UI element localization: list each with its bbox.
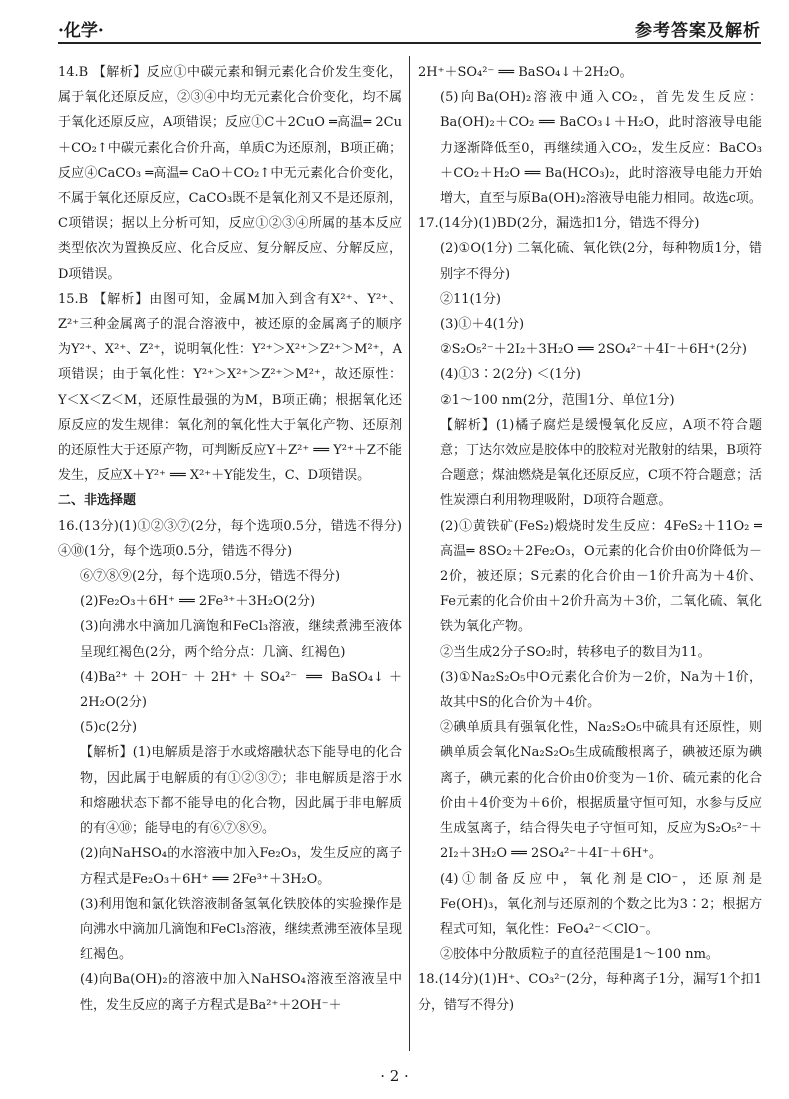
paragraph: ⑥⑦⑧⑨(2分，每个选项0.5分，错选不得分) bbox=[80, 569, 341, 585]
paragraph: ②碘单质具有强氧化性，Na₂S₂O₅中硫具有还原性，则碘单质会氧化Na₂S₂O₅生成硫酸根离子，碘被还原为碘离子，碘元素的化合价由0价变为－1价、硫元素的化合价由＋4价变为＋6价，根据质量守恒可知，水参与反应生成氢离子，结合得失电子守恒可知，反应为S₂O₅²⁻＋2I₂＋3H₂O ══ 2SO₄²⁻＋4I⁻＋6H⁺。 bbox=[440, 720, 762, 862]
paragraph: (5)向Ba(OH)₂溶液中通入CO₂，首先发生反应：Ba(OH)₂＋CO₂ ══ BaCO₃↓＋H₂O，此时溶液导电能力逐渐降低至0，再继续通入CO₂，发生反应：BaCO₃＋CO₂＋H₂O ══ Ba(HCO₃)₂，此时溶液导电能力开始增大，直至与原Ba(OH)₂溶液导电能力相同。故选c项。 bbox=[440, 90, 762, 207]
right-column bbox=[418, 60, 762, 1051]
paragraph: (3)①＋4(1分) bbox=[440, 317, 525, 333]
paragraph: 15.B 【解析】由图可知，金属M加入到含有X²⁺、Y²⁺、Z²⁺三种金属离子的混合溶液中，被还原的金属离子的顺序为Y²⁺、X²⁺、Z²⁺，说明氧化性：Y²⁺＞X²⁺＞Z²⁺＞M²⁺，A项错误；由于氧化性：Y²⁺＞X²⁺＞Z²⁺＞M²⁺，故还原性：Y＜X＜Z＜M，还原性最强的为M，B项正确；根据氧化还原反应的发生规律：氧化剂的氧化性大于氧化产物、还原剂的还原性大于还原产物，可判断反应Y＋Z²⁺ ══ Y²⁺＋Z不能发生，反应X＋Y²⁺ ══ X²⁺＋Y能发生，C、D项错误。 bbox=[58, 291, 402, 484]
paragraph: 18.(14分)(1)H⁺、CO₃²⁻(2分，每种离子1分，漏写1个扣1分，错写不得分) bbox=[418, 972, 762, 1013]
page-number: · 2 · bbox=[380, 1067, 409, 1085]
paragraph: (3)①Na₂S₂O₅中O元素化合价为－2价，Na为＋1价，故其中S的化合价为＋4价。 bbox=[440, 669, 762, 711]
column-divider bbox=[409, 56, 410, 1051]
paragraph: 二、非选择题 bbox=[58, 493, 137, 509]
paragraph: (2)向NaHSO₄的水溶液中加入Fe₂O₃，发生反应的离子方程式是Fe₂O₃＋6H⁺ ══ 2Fe³⁺＋3H₂O。 bbox=[80, 846, 402, 887]
paragraph: 【解析】(1)电解质是溶于水或熔融状态下能导电的化合物，因此属于电解质的有①②③⑦；非电解质是溶于水和熔融状态下都不能导电的化合物，因此属于非电解质的有④⑩；能导电的有⑥⑦⑧⑨。 bbox=[80, 745, 402, 837]
paragraph: (5)c(2分) bbox=[80, 720, 138, 736]
paragraph: ②1～100 nm(2分，范围1分、单位1分) bbox=[440, 392, 675, 408]
subject-label: ·化学· bbox=[58, 20, 104, 41]
paragraph: (4)Ba²⁺＋2OH⁻＋2H⁺＋SO₄²⁻ ══ BaSO₄↓＋2H₂O(2分) bbox=[80, 669, 402, 711]
paragraph: (4)①3∶2(2分) ＜(1分) bbox=[440, 367, 581, 383]
left-column bbox=[58, 60, 402, 1051]
paragraph: ②11(1分) bbox=[440, 291, 501, 307]
paragraph: 17.(14分)(1)BD(2分，漏选扣1分，错选不得分) bbox=[418, 216, 700, 232]
paragraph: 2H⁺＋SO₄²⁻ ══ BaSO₄↓＋2H₂O。 bbox=[418, 65, 633, 80]
paragraph: (2)Fe₂O₃＋6H⁺ ══ 2Fe³⁺＋3H₂O(2分) bbox=[80, 594, 316, 610]
paragraph: (2)①O(1分) 二氧化硫、氧化铁(2分，每种物质1分，错别字不得分) bbox=[440, 241, 762, 282]
paragraph: ②S₂O₅²⁻＋2I₂＋3H₂O ══ 2SO₄²⁻＋4I⁻＋6H⁺(2分) bbox=[440, 342, 747, 358]
paragraph: ②当生成2分子SO₂时，转移电子的数目为11。 bbox=[440, 644, 711, 660]
page-header bbox=[58, 14, 761, 44]
section-title: 参考答案及解析 bbox=[635, 20, 761, 41]
paragraph: (3)利用饱和氯化铁溶液制备氢氧化铁胶体的实验操作是向沸水中滴加几滴饱和FeCl₃溶液，继续煮沸至液体呈现红褐色。 bbox=[80, 896, 402, 963]
paragraph: ②胶体中分散质粒子的直径范围是1～100 nm。 bbox=[440, 947, 719, 963]
paragraph: 【解析】(1)橘子腐烂是缓慢氧化反应，A项不符合题意；丁达尔效应是胶体中的胶粒对光散射的结果，B项符合题意；煤油燃烧是氧化还原反应，C项不符合题意；活性炭漂白利用物理吸附，D项符合题意。 bbox=[440, 417, 762, 509]
paragraph: (4)①制备反应中，氧化剂是ClO⁻，还原剂是Fe(OH)₃，氧化剂与还原剂的个数之比为3∶2；根据方程式可知，氧化性：FeO₄²⁻＜ClO⁻。 bbox=[440, 871, 762, 937]
paragraph: 14.B 【解析】反应①中碳元素和铜元素化合价发生变化，属于氧化还原反应，②③④中均无元素化合价变化，均不属于氧化还原反应，A项错误；反应①C＋2CuO ═高温═ 2Cu＋CO₂↑中碳元素化合价升高，单质C为还原剂，B项正确；反应④CaCO₃ ═高温═ CaO＋CO₂↑中无元素化合价变化，不属于氧化还原反应，CaCO₃既不是氧化剂又不是还原剂，C项错误；据以上分析可知，反应①②③④所属的基本反应类型依次为置换反应、化合反应、复分解反应、分解反应，D项错误。 bbox=[58, 65, 402, 282]
paragraph: (3)向沸水中滴加几滴饱和FeCl₃溶液，继续煮沸至液体呈现红褐色(2分，两个给分点：几滴、红褐色) bbox=[80, 619, 402, 660]
paragraph: (2)①黄铁矿(FeS₂)煅烧时发生反应：4FeS₂＋11O₂ ═高温═ 8SO₂＋2Fe₂O₃，O元素的化合价由0价降低为－2价，被还原；S元素的化合价由－1价升高为＋4价、Fe元素的化合价由＋2价升高为＋3价，二氧化硫、氧化铁为氧化产物。 bbox=[440, 518, 762, 635]
paragraph: (4)向Ba(OH)₂的溶液中加入NaHSO₄溶液至溶液呈中性，发生反应的离子方程式是Ba²⁺＋2OH⁻＋ bbox=[80, 972, 402, 1013]
paragraph: 16.(13分)(1)①②③⑦(2分，每个选项0.5分，错选不得分) ④⑩(1分，每个选项0.5分，错选不得分) bbox=[58, 518, 402, 559]
